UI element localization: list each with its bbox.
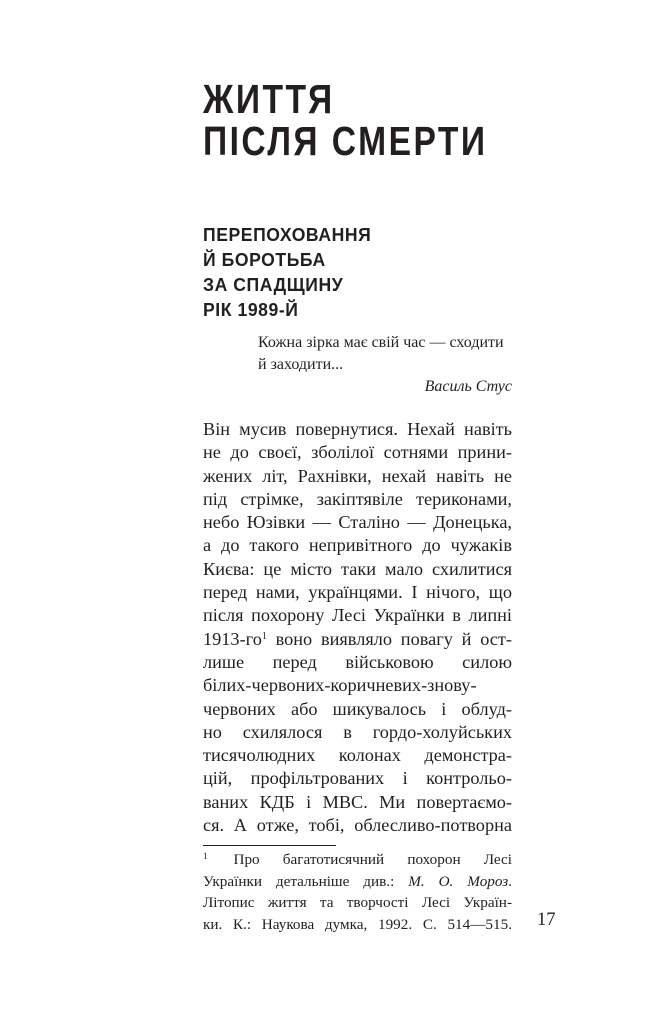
footnote-author: М. О. Мороз <box>408 872 509 890</box>
footnote-line: ки. К.: Наукова думка, 1992. С. 514—515. <box>203 915 512 933</box>
chapter-title-line: ЖИТТЯ <box>203 76 335 122</box>
footnote-line: Літопис життя та творчості Лесі Україн- <box>203 894 512 911</box>
chapter-title <box>203 78 488 162</box>
body-line: небо Юзівки — Сталіно — Донецька, <box>203 512 512 533</box>
body-line: но схилялося в гордо-холуйських <box>203 721 512 742</box>
body-line: ваних КДБ і МВС. Ми повертаємо- <box>203 791 512 812</box>
body-line: перед нами, українцями. І нічого, що <box>203 582 512 603</box>
subtitle-line: ЗА СПАДЩИНУ <box>203 274 344 295</box>
body-line: жених літ, Рахнівки, нехай навіть не <box>203 465 512 486</box>
body-text <box>203 418 512 837</box>
body-line-rest: воно виявляло повагу й ост- <box>266 628 512 649</box>
body-line-start: 1913-го <box>203 628 262 649</box>
footnote-text: . <box>508 872 512 890</box>
section-subtitle <box>203 222 371 322</box>
epigraph-line: й заходити... <box>258 356 344 373</box>
footnote-line <box>203 871 512 893</box>
body-line: після похорону Лесі Українки в липні <box>203 605 512 626</box>
footnote-text: Українки детальніше див.: <box>203 872 409 890</box>
body-line: під стрімке, закіптявіле териконами, <box>203 488 512 509</box>
body-line: не до своєї, зболілої сотнями прини- <box>203 442 512 463</box>
body-line: Києва: це місто таки мало схилитися <box>203 558 512 579</box>
footnote-line <box>203 849 512 871</box>
body-line: лише перед військовою силою <box>203 651 512 672</box>
body-line: Він мусив повернутися. Нехай навіть <box>203 419 512 439</box>
footnote-number: 1 <box>203 851 208 861</box>
body-line: білих-червоних-коричневих-знову- <box>203 675 477 696</box>
page-number: 17 <box>537 910 556 930</box>
body-line: червоних або шикувалось і облуд- <box>203 698 512 719</box>
body-line: ся. А отже, тобі, облесливо-потворна <box>203 815 512 836</box>
footnote-reference[interactable]: 1 <box>261 630 267 642</box>
body-line: цій, профільтрованих і контрольо- <box>203 768 512 789</box>
epigraph-author: Василь Стус <box>424 378 512 395</box>
subtitle-line: РІК 1989-Й <box>203 299 299 320</box>
epigraph <box>258 332 512 398</box>
body-line: тисячолюдних колонах демонстра- <box>203 745 512 766</box>
footnote <box>203 849 512 935</box>
subtitle-line: ПЕРЕПОХОВАННЯ <box>203 224 372 245</box>
footnote-text: Про багатотисячний похорон Лесі <box>233 851 512 868</box>
chapter-title-line: ПІСЛЯ СМЕРТИ <box>203 118 488 164</box>
body-line: а до такого непривітного до чужаків <box>203 535 512 556</box>
body-line <box>203 628 512 651</box>
footnote-divider <box>203 845 336 846</box>
epigraph-line: Кожна зірка має свій час — сходити <box>258 334 504 351</box>
subtitle-line: Й БОРОТЬБА <box>203 249 326 270</box>
